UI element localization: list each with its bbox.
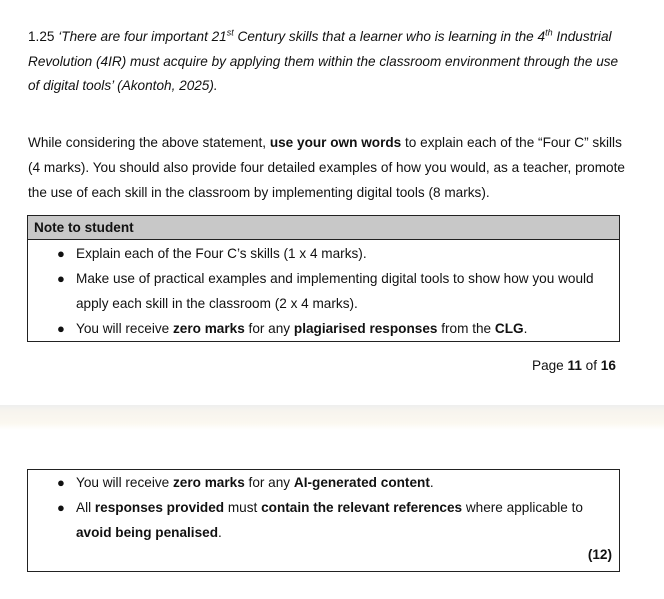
list-item: ● You will receive zero marks for any plagiarised responses from the CLG. <box>28 316 619 341</box>
emphasis-own-words: use your own words <box>269 135 402 150</box>
list-item: ● You will receive zero marks for any AI-generated content. <box>28 470 619 495</box>
list-item: ● All responses provided must contain the relevant references where applicable to avoid being penalised. <box>28 495 619 545</box>
bullet-icon: ● <box>57 475 65 490</box>
note-to-student-box <box>27 215 620 342</box>
question-number: 1.25 <box>28 29 55 44</box>
page-break <box>0 405 664 430</box>
bullet-icon: ● <box>57 246 65 261</box>
question-quote: ‘There are four important 21st Century skills that a learner who is learning in the 4th Industrial Revolution (4IR) must acquire by applying them within the classroom environment through the use of digital tools’ (Akontoh, 2025). <box>28 27 619 93</box>
note-list <box>28 240 619 341</box>
note-continuation-box <box>27 469 620 572</box>
marks-total: (12) <box>587 547 612 562</box>
list-item: ● Make use of practical examples and implementing digital tools to show how you would apply each skill in the classroom (2 x 4 marks). <box>28 266 619 316</box>
bullet-icon: ● <box>57 321 65 336</box>
bullet-icon: ● <box>57 271 65 286</box>
continuation-list <box>28 470 619 545</box>
instruction-paragraph: While considering the above statement, use your own words to explain each of the “Four C” skills (4 marks). You should also provide four detailed examples of how you would, as a teacher, promote the use of each skill in the classroom by implementing digital tools (8 marks). <box>28 135 625 200</box>
page-number: Page 11 of 16 <box>532 358 616 373</box>
note-header: Note to student <box>28 216 619 240</box>
bullet-icon: ● <box>57 500 65 515</box>
question-text <box>28 25 628 99</box>
list-item: ● Explain each of the Four C’s skills (1 x 4 marks). <box>28 241 619 266</box>
